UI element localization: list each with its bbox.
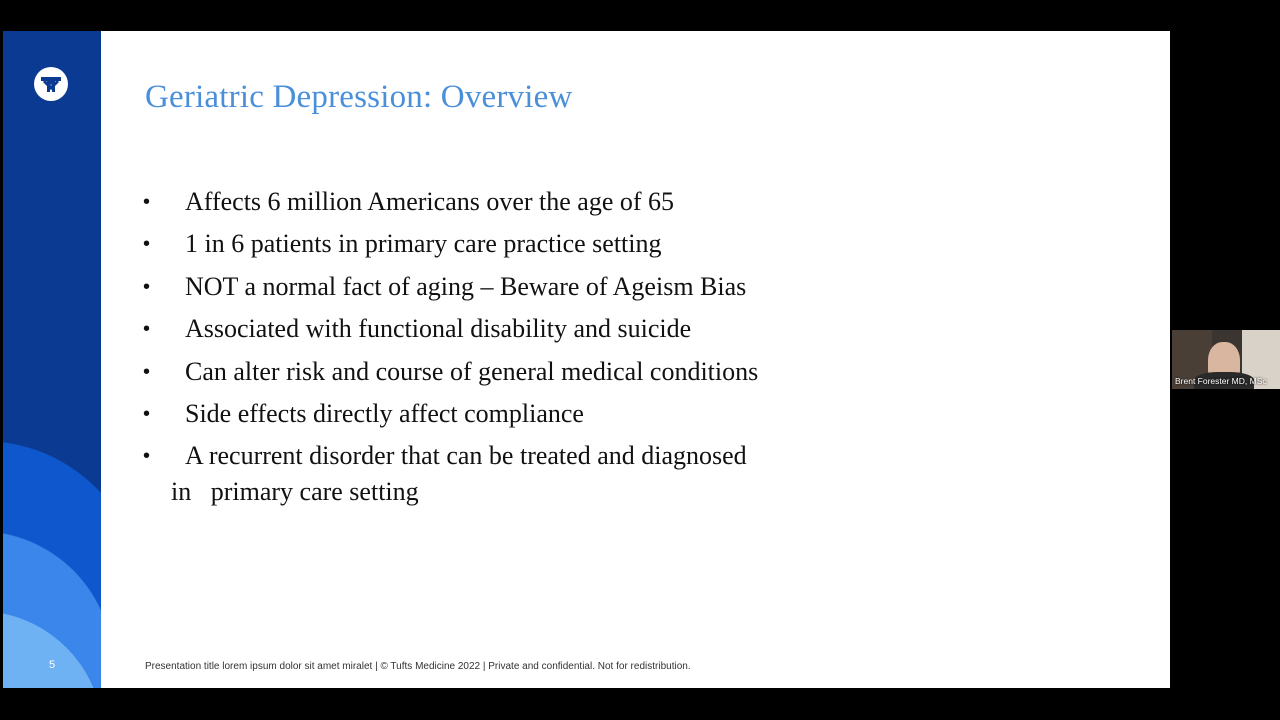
bullet-dot: • [143, 191, 151, 213]
bullet-dot: • [143, 318, 151, 341]
bullet-text: Affects 6 million Americans over the age of 65 [185, 187, 675, 216]
bullet-text: NOT a normal fact of aging – Beware of Ageism Bias [185, 271, 747, 301]
participant-video-tile[interactable] [1172, 330, 1280, 389]
bullet-text: Side effects directly affect compliance [185, 398, 584, 428]
bullet-dot: • [143, 360, 151, 383]
tufts-medicine-logo-icon [34, 67, 68, 101]
bullet-dot: • [143, 233, 151, 256]
bullet-text: 1 in 6 patients in primary care practice setting [185, 229, 662, 259]
bullet-text: Associated with functional disability and suicide [185, 314, 692, 344]
bullet-text-continuation: in primary care setting [171, 477, 419, 507]
presentation-slide [3, 31, 1170, 688]
bullet-text: A recurrent disorder that can be treated and diagnosed [185, 441, 747, 471]
slide-title: Geriatric Depression: Overview [145, 79, 573, 115]
slide-left-band [3, 31, 101, 688]
bullet-dot: • [143, 275, 151, 298]
slide-footer: Presentation title lorem ipsum dolor sit amet miralet | © Tufts Medicine 2022 | Private and confidential. Not for redistribution. [145, 661, 691, 672]
bullet-dot: • [143, 445, 151, 468]
participant-name-label: Brent Forester MD, MSc [1175, 376, 1267, 386]
bullet-text: Can alter risk and course of general medical conditions [185, 356, 759, 386]
bullet-dot: • [143, 402, 151, 425]
slide-number: 5 [48, 659, 56, 671]
